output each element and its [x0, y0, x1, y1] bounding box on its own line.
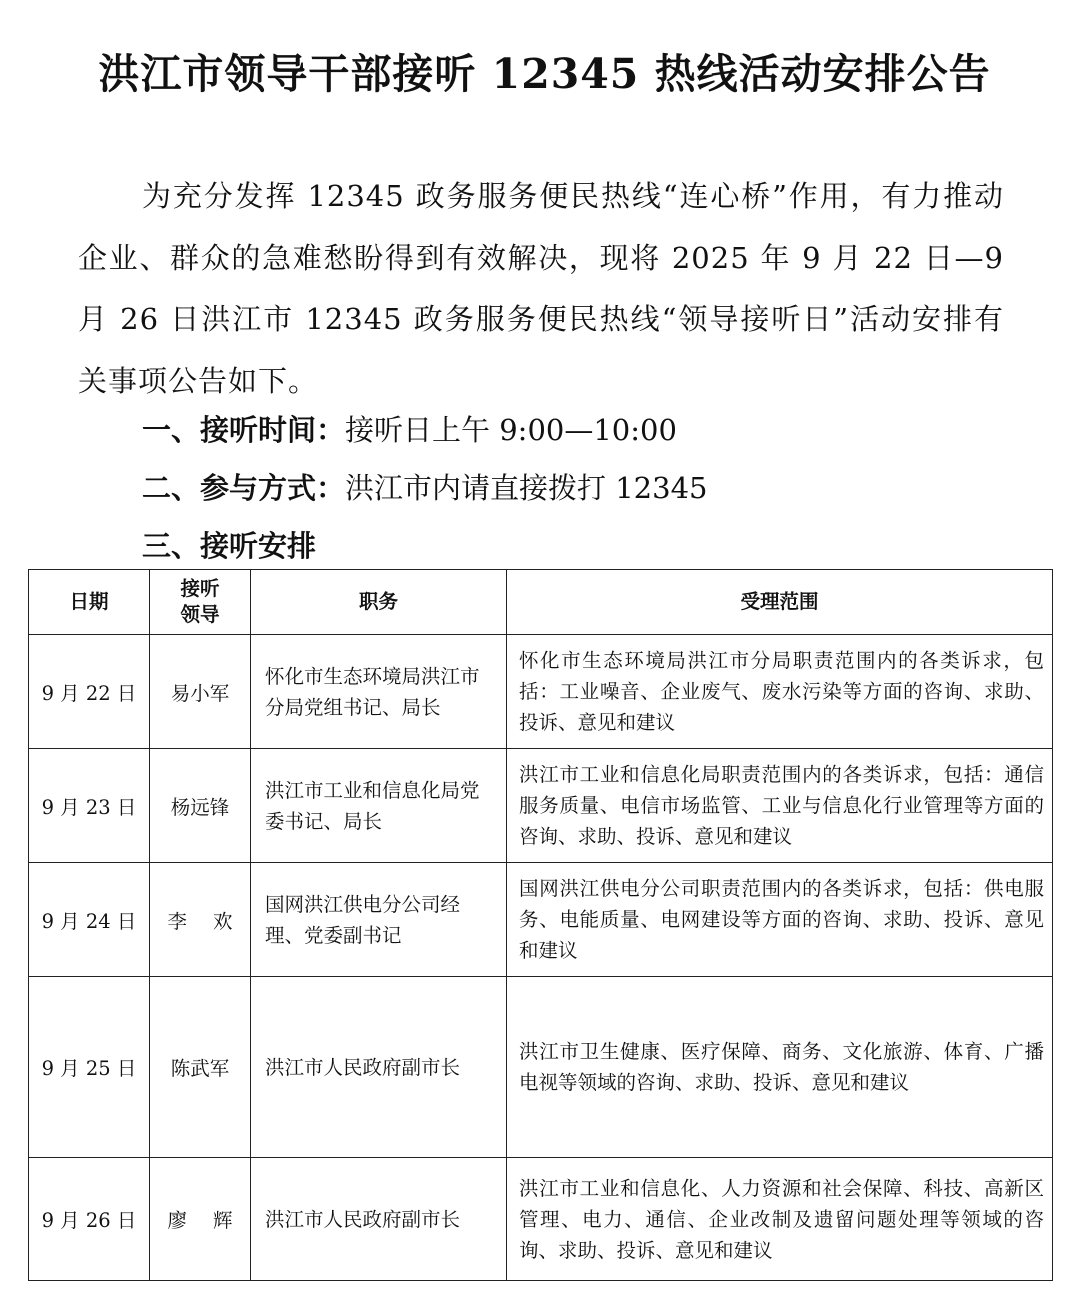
row-position: 洪江市人民政府副市长	[251, 1158, 507, 1281]
row-position: 洪江市工业和信息化局党委书记、局长	[251, 749, 507, 863]
row-leader	[150, 1158, 259, 1281]
row-scope: 洪江市工业和信息化局职责范围内的各类诉求，包括：通信服务质量、电信市场监管、工业与信息化行业管理等方面的咨询、求助、投诉、意见和建议	[507, 749, 1053, 863]
section-method-value: 洪江市内请直接拨打 12345	[345, 471, 708, 505]
section-arrangement	[142, 517, 316, 575]
schedule-table	[28, 569, 1053, 1281]
row-scope: 怀化市生态环境局洪江市分局职责范围内的各类诉求，包括：工业噪音、企业废气、废水污染等方面的咨询、求助、投诉、意见和建议	[507, 635, 1053, 749]
notice-title: 洪江市领导干部接听 12345 热线活动安排公告	[98, 50, 991, 98]
row-date: 9 月 23 日	[29, 749, 150, 863]
header-date: 日期	[29, 570, 150, 635]
header-position: 职务	[251, 570, 507, 635]
row-leader	[150, 863, 259, 977]
section-method-label: 二、参与方式：	[142, 471, 346, 505]
section-method	[142, 459, 708, 517]
row-date: 9 月 24 日	[29, 863, 150, 977]
header-scope: 受理范围	[507, 570, 1053, 635]
row-position: 国网洪江供电分公司经理、党委副书记	[251, 863, 507, 977]
table-header-row	[29, 570, 1053, 635]
row-position: 洪江市人民政府副市长	[251, 977, 507, 1158]
row-date: 9 月 22 日	[29, 635, 150, 749]
table-row	[29, 749, 1053, 863]
row-date: 9 月 25 日	[29, 977, 150, 1158]
table-row	[29, 977, 1053, 1158]
intro-paragraph: 为充分发挥 12345 政务服务便民热线“连心桥”作用，有力推动企业、群众的急难愁盼得到有效解决，现将 2025 年 9 月 22 日—9 月 26 日洪江市 12345 政务服务便民热线“领导接听日”活动安排有关事项公告如下。	[78, 179, 1004, 398]
table-row	[29, 1158, 1053, 1281]
row-leader: 杨远锋	[150, 749, 251, 863]
section-time-value: 接听日上午 9:00—10:00	[345, 413, 677, 447]
row-scope: 国网洪江供电分公司职责范围内的各类诉求，包括：供电服务、电能质量、电网建设等方面的咨询、求助、投诉、意见和建议	[507, 863, 1053, 977]
header-leader: 接听领导	[150, 570, 251, 635]
row-leader: 易小军	[150, 635, 251, 749]
row-position: 怀化市生态环境局洪江市分局党组书记、局长	[251, 635, 507, 749]
row-scope: 洪江市卫生健康、医疗保障、商务、文化旅游、体育、广播电视等领域的咨询、求助、投诉、意见和建议	[507, 977, 1053, 1158]
row-date: 9 月 26 日	[29, 1158, 150, 1281]
section-time-label: 一、接听时间：	[142, 413, 346, 447]
section-arrangement-label: 三、接听安排	[142, 529, 317, 563]
row-scope: 洪江市工业和信息化、人力资源和社会保障、科技、高新区管理、电力、通信、企业改制及遗留问题处理等领域的咨询、求助、投诉、意见和建议	[507, 1158, 1053, 1281]
section-time	[142, 401, 677, 459]
table-row	[29, 863, 1053, 977]
row-leader: 陈武军	[150, 977, 251, 1158]
table-row	[29, 635, 1053, 749]
row-leader-text: 廖辉	[167, 1209, 259, 1232]
row-leader-text: 李欢	[167, 909, 259, 933]
